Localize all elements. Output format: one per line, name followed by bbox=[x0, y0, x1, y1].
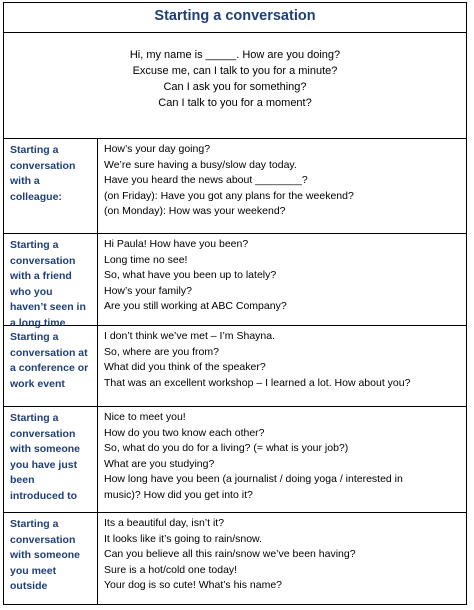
intro-phrase: Can I ask you for something? bbox=[163, 81, 307, 93]
conversation-table bbox=[3, 2, 467, 605]
intro-phrases bbox=[4, 33, 466, 139]
section-row-old-friend bbox=[4, 234, 466, 329]
phrase: So, where are you from? bbox=[104, 345, 219, 358]
phrase: Sure is a hot/cold one today! bbox=[104, 563, 238, 576]
phrase: Have you heard the news about ________? bbox=[104, 174, 308, 186]
phrase: How’s your family? bbox=[104, 284, 192, 297]
phrase: Long time no see! bbox=[104, 253, 188, 266]
phrase: That was an excellent workshop – I learned a lot. How about you? bbox=[104, 376, 411, 389]
phrase: How do you two know each other? bbox=[104, 426, 265, 439]
section-row-conference bbox=[4, 326, 466, 407]
intro-phrase: Hi, my name is _____. How are you doing? bbox=[129, 49, 341, 61]
phrase: We’re sure having a busy/slow day today. bbox=[104, 158, 297, 171]
phrase: So, what have you been up to lately? bbox=[104, 269, 277, 281]
phrase: Your dog is so cute! What’s his name? bbox=[104, 579, 283, 591]
phrase: So, what do you do for a living? (= what is your job?) bbox=[104, 442, 349, 454]
phrase: Are you still working at ABC Company? bbox=[104, 300, 287, 312]
section-phrases bbox=[98, 326, 466, 406]
section-label: Starting a conversation at a conference or work event bbox=[4, 326, 98, 406]
section-row-colleague bbox=[4, 139, 466, 234]
page-title: Starting a conversation bbox=[4, 3, 466, 33]
intro-phrase: Excuse me, can I talk to you for a minute? bbox=[132, 65, 338, 77]
section-row-outside bbox=[4, 513, 466, 604]
section-phrases bbox=[98, 234, 466, 325]
phrase: It looks like it’s going to rain/snow. bbox=[104, 532, 262, 545]
intro-phrase: Can I talk to you for a moment? bbox=[158, 97, 312, 109]
section-label: Starting a conversation with a colleague: bbox=[4, 139, 98, 233]
phrase: (on Monday): How was your weekend? bbox=[104, 205, 286, 217]
section-label: Starting a conversation with someone you meet outside bbox=[4, 513, 98, 604]
phrase: What did you think of the speaker? bbox=[104, 361, 266, 373]
phrase: I don’t think we’ve met – I’m Shayna. bbox=[104, 330, 275, 342]
phrase: What are you studying? bbox=[104, 457, 215, 470]
section-phrases bbox=[98, 139, 466, 233]
phrase: Nice to meet you! bbox=[104, 411, 186, 423]
phrase: Can you believe all this rain/snow we’ve been having? bbox=[104, 548, 356, 560]
section-label: Starting a conversation with someone you have just been introduced to bbox=[4, 407, 98, 512]
section-phrases bbox=[98, 513, 466, 604]
phrase: (on Friday): Have you got any plans for the weekend? bbox=[104, 189, 354, 202]
phrase: How’s your day going? bbox=[104, 143, 211, 155]
section-row-just-introduced bbox=[4, 407, 466, 513]
phrase: Hi Paula! How have you been? bbox=[104, 238, 249, 250]
section-label: Starting a conversation with a friend who you haven’t seen in a long time bbox=[4, 234, 98, 325]
phrase: How long have you been (a journalist / doing yoga / interested in music)? How did you get into it? bbox=[104, 473, 403, 501]
section-phrases bbox=[98, 407, 466, 512]
phrase: Its a beautiful day, isn’t it? bbox=[104, 517, 225, 529]
